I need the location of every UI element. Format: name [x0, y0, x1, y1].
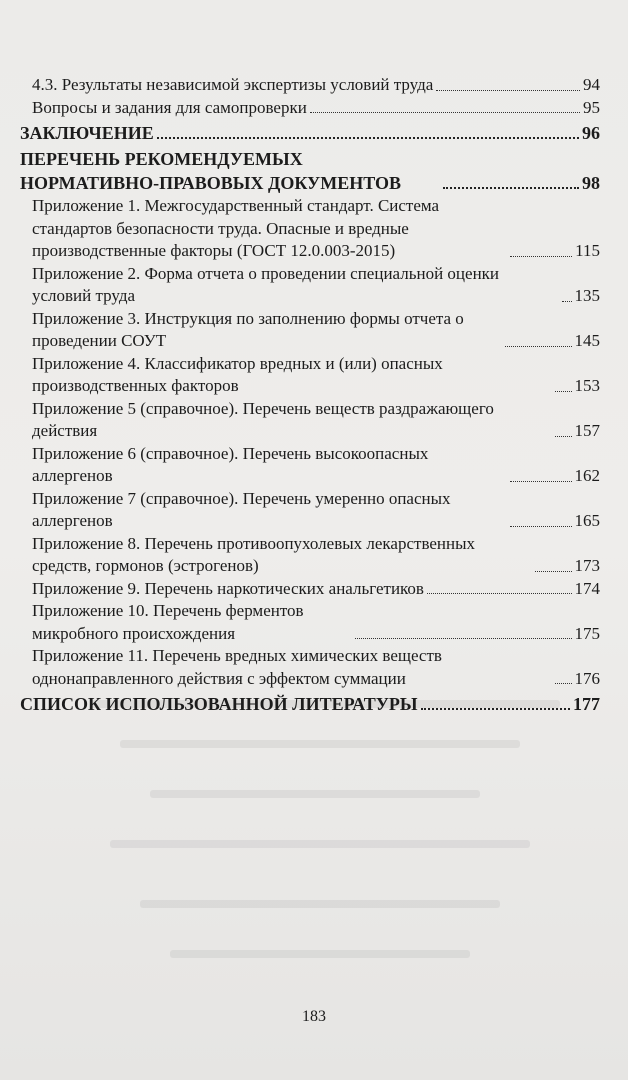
page-number: 183: [302, 1008, 326, 1025]
toc-entry-conclusion: [20, 121, 600, 145]
toc-entry-title: СПИСОК ИСПОЛЬЗОВАННОЙ ЛИТЕРАТУРЫ: [20, 694, 418, 714]
dot-leader: [555, 391, 572, 392]
toc-entry-title: Приложение 6 (справочное). Перечень высокоопасных аллергенов: [32, 443, 429, 485]
toc-entry-appendix-9: [20, 578, 600, 601]
dot-leader: [555, 683, 572, 684]
toc-entry-appendix-8: [20, 533, 600, 578]
toc-entry-page: 96: [582, 123, 600, 143]
toc-entry-title: Приложение 8. Перечень противоопухолевых лекарственных средств, гормонов (эстрогенов): [32, 533, 476, 575]
toc-entry-appendix-3: [20, 308, 600, 353]
toc-entry-title: ПЕРЕЧЕНЬ РЕКОМЕНДУЕМЫХ НОРМАТИВНО-ПРАВОВЫХ ДОКУМЕНТОВ: [20, 149, 402, 193]
bleed-through-mark: [120, 740, 520, 748]
dot-leader: [427, 593, 572, 594]
toc-entry-page: 174: [574, 578, 600, 598]
dot-leader: [562, 301, 572, 302]
toc-entry-page: 98: [582, 173, 600, 193]
toc-entry-appendix-11: [20, 645, 600, 690]
toc-entry-page: 162: [574, 466, 600, 485]
toc-entry-title: Приложение 7 (справочное). Перечень умеренно опасных аллергенов: [32, 488, 451, 530]
toc-entry-page: 177: [573, 694, 600, 714]
toc-entry-page: 176: [574, 668, 600, 688]
dot-leader: [510, 526, 572, 527]
dot-leader: [510, 481, 572, 482]
dot-leader: [510, 256, 572, 257]
toc-entry-references: [20, 692, 600, 716]
toc-entry-page: 145: [574, 331, 600, 350]
toc-entry-page: 115: [575, 241, 600, 260]
dot-leader: [355, 638, 572, 639]
table-of-contents: [20, 74, 600, 716]
dot-leader: [555, 436, 572, 437]
bleed-through-mark: [140, 900, 500, 908]
dot-leader: [535, 571, 572, 572]
toc-entry-appendix-2: [20, 263, 600, 308]
toc-entry-appendix-5: [20, 398, 600, 443]
dot-leader: [421, 708, 570, 710]
toc-entry-title: ЗАКЛЮЧЕНИЕ: [20, 123, 154, 143]
toc-entry-title: Приложение 4. Классификатор вредных и (или) опасных производственных факторов: [32, 353, 443, 395]
bleed-through-mark: [150, 790, 480, 798]
toc-entry-title: Приложение 2. Форма отчета о проведении специальной оценки условий труда: [32, 263, 500, 305]
bleed-through-mark: [170, 950, 470, 958]
toc-entry-review-questions: [20, 97, 600, 120]
dot-leader: [310, 112, 580, 113]
toc-entry-title: Вопросы и задания для самопроверки: [32, 97, 307, 117]
bleed-through-mark: [110, 840, 530, 848]
toc-entry-recommended-documents: [20, 147, 600, 195]
toc-entry-title: 4.3. Результаты независимой экспертизы условий труда: [32, 75, 434, 94]
dot-leader: [443, 187, 579, 189]
toc-entry-page: 157: [574, 421, 600, 440]
toc-entry-page: 175: [574, 623, 600, 643]
toc-entry-title: Приложение 10. Перечень ферментов микробного происхождения: [32, 601, 304, 643]
toc-entry-4-3: [20, 74, 600, 97]
dot-leader: [505, 346, 572, 347]
toc-entry-title: Приложение 1. Межгосударственный стандарт. Система стандартов безопасности труда. Опасные и вредные производственные факторы (ГОСТ 12.0.003-2015): [32, 196, 440, 260]
toc-entry-page: 95: [583, 97, 600, 117]
toc-entry-title: Приложение 9. Перечень наркотических анальгетиков: [32, 578, 424, 598]
toc-entry-page: 165: [574, 511, 600, 530]
toc-entry-appendix-7: [20, 488, 600, 533]
toc-entry-page: 135: [574, 286, 600, 305]
toc-entry-appendix-10: [20, 600, 600, 645]
toc-entry-page: 94: [583, 75, 600, 94]
toc-entry-title: Приложение 3. Инструкция по заполнению формы отчета о проведении СОУТ: [32, 308, 464, 350]
toc-entry-title: Приложение 11. Перечень вредных химических веществ однонаправленного действия с эффектом суммации: [32, 646, 442, 688]
toc-entry-page: 173: [574, 556, 600, 575]
toc-entry-title: Приложение 5 (справочное). Перечень веществ раздражающего действия: [32, 398, 494, 440]
dot-leader: [436, 90, 580, 91]
toc-entry-page: 153: [574, 376, 600, 395]
toc-entry-appendix-1: [20, 195, 600, 263]
toc-entry-appendix-4: [20, 353, 600, 398]
toc-entry-appendix-6: [20, 443, 600, 488]
dot-leader: [157, 137, 579, 139]
